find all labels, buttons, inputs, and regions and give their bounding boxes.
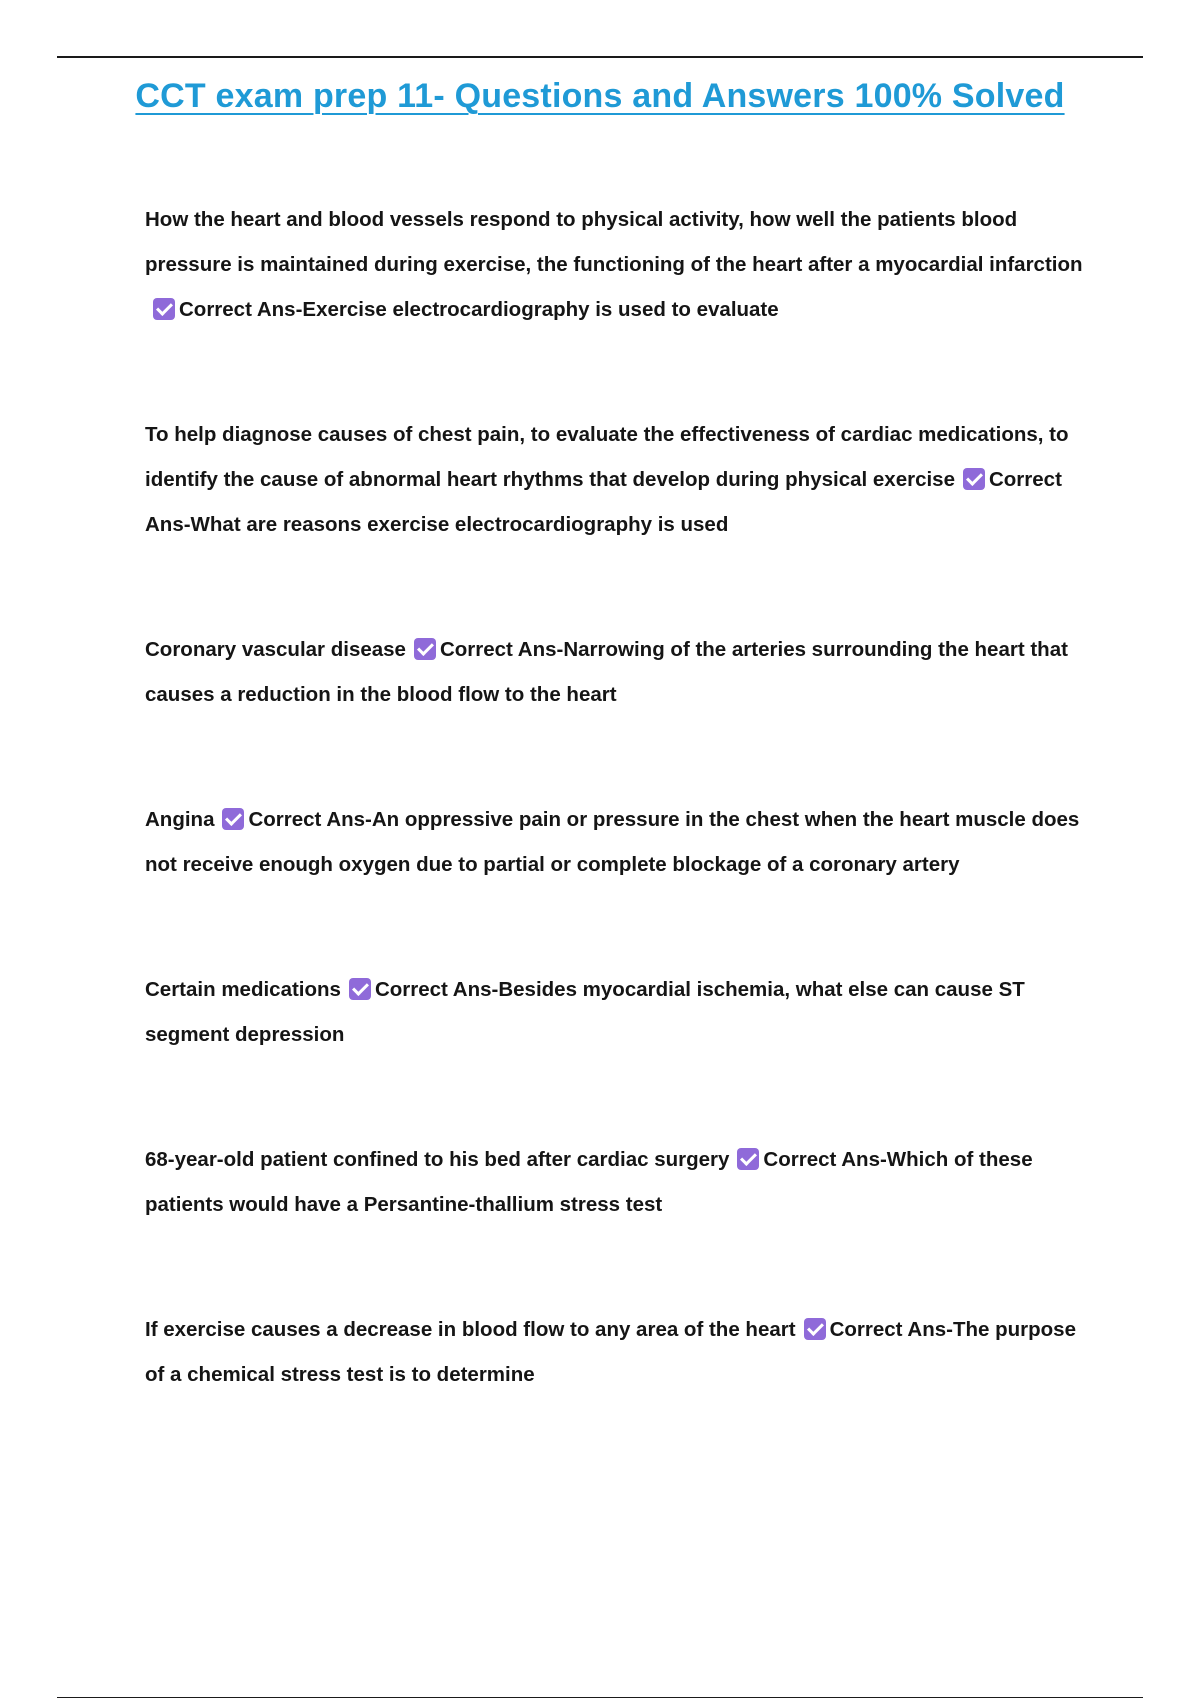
question-text: 68-year-old patient confined to his bed after cardiac surgery: [145, 1148, 730, 1171]
qa-item: [145, 1307, 1095, 1397]
question-text: To help diagnose causes of chest pain, to evaluate the effectiveness of cardiac medications, to identify the cause of abnormal heart rhythms that develop during physical exercise: [145, 423, 1069, 491]
answer-text: Correct Ans-What are reasons exercise electrocardiography is used: [145, 468, 1062, 536]
checkbox-checked-icon: [222, 808, 244, 830]
question-text: Angina: [145, 808, 215, 831]
qa-item: [145, 412, 1095, 547]
checkbox-checked-icon: [153, 298, 175, 320]
answer-text: Correct Ans-Besides myocardial ischemia, what else can cause ST segment depression: [145, 978, 1025, 1046]
qa-item: [145, 967, 1095, 1057]
qa-item: [145, 1137, 1095, 1227]
qa-list: [145, 197, 1095, 1477]
question-text: Coronary vascular disease: [145, 638, 406, 661]
question-text: If exercise causes a decrease in blood flow to any area of the heart: [145, 1318, 796, 1341]
answer-text: Correct Ans-The purpose of a chemical stress test is to determine: [145, 1318, 1076, 1386]
checkbox-checked-icon: [737, 1148, 759, 1170]
header-rule: [57, 56, 1143, 58]
answer-text: Correct Ans-Exercise electrocardiography is used to evaluate: [179, 298, 779, 321]
answer-text: Correct Ans-Which of these patients would have a Persantine-thallium stress test: [145, 1148, 1033, 1216]
question-text: How the heart and blood vessels respond to physical activity, how well the patients blood pressure is maintained during exercise, the functioning of the heart after a myocardial infarction: [145, 208, 1083, 276]
checkbox-checked-icon: [349, 978, 371, 1000]
qa-item: [145, 797, 1095, 887]
answer-text: Correct Ans-Narrowing of the arteries surrounding the heart that causes a reduction in the blood flow to the heart: [145, 638, 1068, 706]
answer-text: Correct Ans-An oppressive pain or pressure in the chest when the heart muscle does not receive enough oxygen due to partial or complete blockage of a coronary artery: [145, 808, 1080, 876]
checkbox-checked-icon: [963, 468, 985, 490]
checkbox-checked-icon: [804, 1318, 826, 1340]
question-text: Certain medications: [145, 978, 341, 1001]
qa-item: [145, 197, 1095, 332]
qa-item: [145, 627, 1095, 717]
footer-rule: [57, 1697, 1143, 1698]
checkbox-checked-icon: [414, 638, 436, 660]
document-title: CCT exam prep 11- Questions and Answers 100% Solved: [135, 77, 1065, 115]
